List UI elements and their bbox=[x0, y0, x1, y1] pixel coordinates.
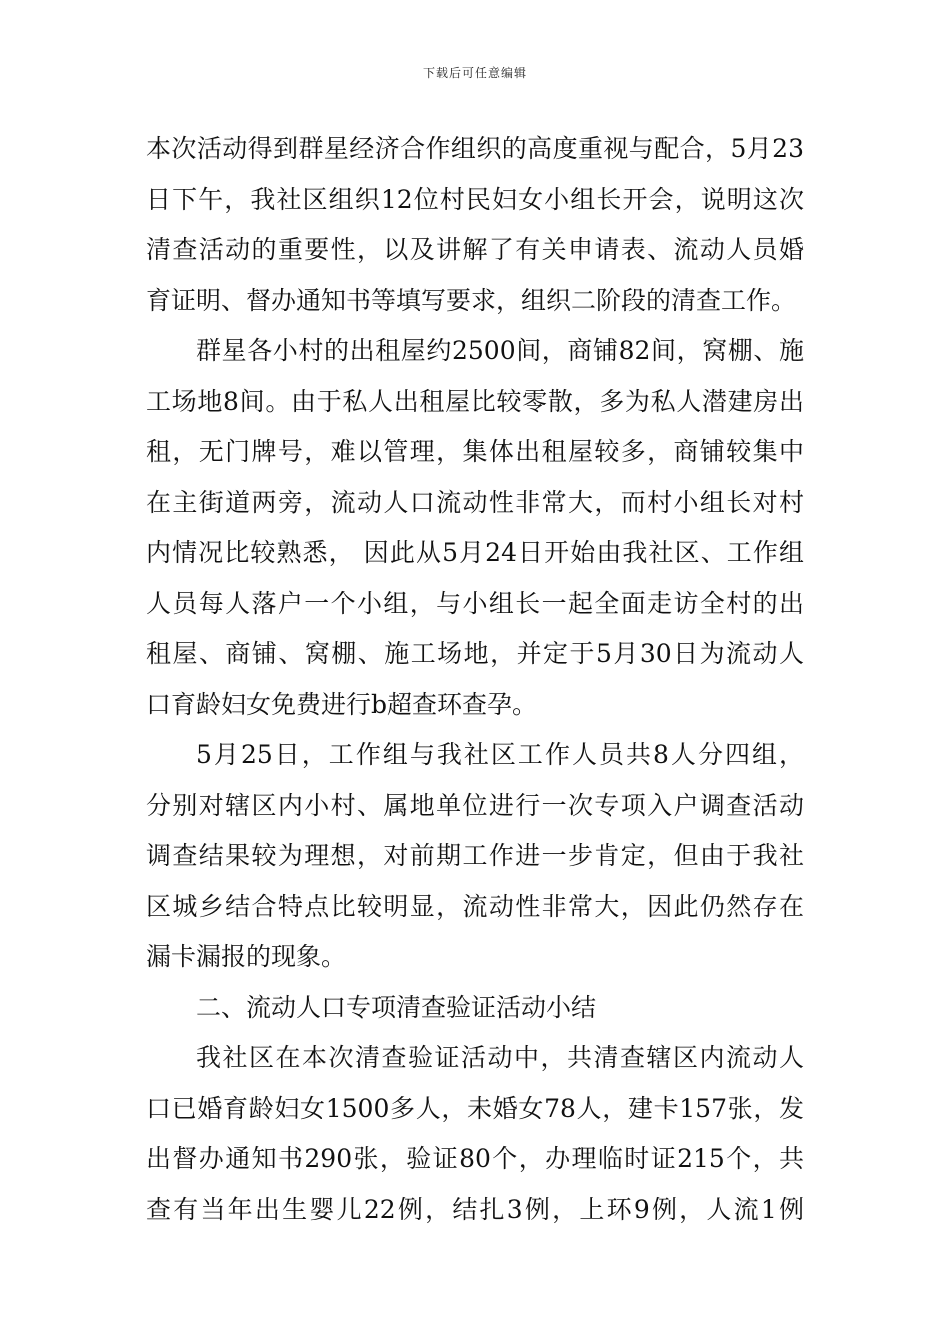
text-line: 我社区在本次清查验证活动中，共清查辖区内流动人 bbox=[196, 1043, 804, 1072]
text-line: 查有当年出生婴儿22例，结扎3例，上环9例，人流1例 bbox=[146, 1194, 804, 1224]
text-line: 群星各小村的出租屋约2500间，商铺82间，窝棚、施 bbox=[196, 336, 804, 365]
text-line: 内情况比较熟悉， 因此从5月24日开始由我社区、工作组 bbox=[146, 538, 804, 567]
text-line: 育证明、督办通知书等填写要求，组织二阶段的清查工作。 bbox=[146, 285, 797, 315]
text-line: 人员每人落户一个小组，与小组长一起全面走访全村的出 bbox=[146, 588, 804, 618]
text-line: 口育龄妇女免费进行b超查环查孕。 bbox=[146, 689, 538, 719]
text-line: 5月25日，工作组与我社区工作人员共8人分四组， bbox=[196, 740, 804, 769]
text-line: 工场地8间。由于私人出租屋比较零散，多为私人潜建房出 bbox=[146, 386, 804, 416]
text-line: 本次活动得到群星经济合作组织的高度重视与配合，5月23 bbox=[146, 134, 804, 163]
text-line: 分别对辖区内小村、属地单位进行一次专项入户调查活动 bbox=[146, 790, 804, 820]
text-line: 租，无门牌号，难以管理，集体出租屋较多，商铺较集中 bbox=[146, 437, 804, 466]
text-line: 日下午，我社区组织12位村民妇女小组长开会，说明这次 bbox=[146, 184, 804, 214]
text-line: 口已婚育龄妇女1500多人，未婚女78人，建卡157张，发 bbox=[146, 1093, 804, 1123]
text-line: 二、流动人口专项清查验证活动小结 bbox=[196, 992, 597, 1022]
page-header-note: 下载后可任意编辑 bbox=[422, 66, 527, 80]
document-body bbox=[146, 124, 804, 1235]
text-line: 在主街道两旁，流动人口流动性非常大，而村小组长对村 bbox=[146, 487, 804, 517]
text-line: 调查结果较为理想，对前期工作进一步肯定，但由于我社 bbox=[146, 841, 804, 870]
text-line: 漏卡漏报的现象。 bbox=[146, 942, 347, 971]
text-line: 出督办通知书290张，验证80个，办理临时证215个，共 bbox=[146, 1144, 804, 1173]
text-line: 清查活动的重要性，以及讲解了有关申请表、流动人员婚 bbox=[146, 235, 804, 264]
text-line: 租屋、商铺、窝棚、施工场地，并定于5月30日为流动人 bbox=[146, 639, 804, 668]
text-line: 区城乡结合特点比较明显，流动性非常大，因此仍然存在 bbox=[146, 891, 804, 921]
